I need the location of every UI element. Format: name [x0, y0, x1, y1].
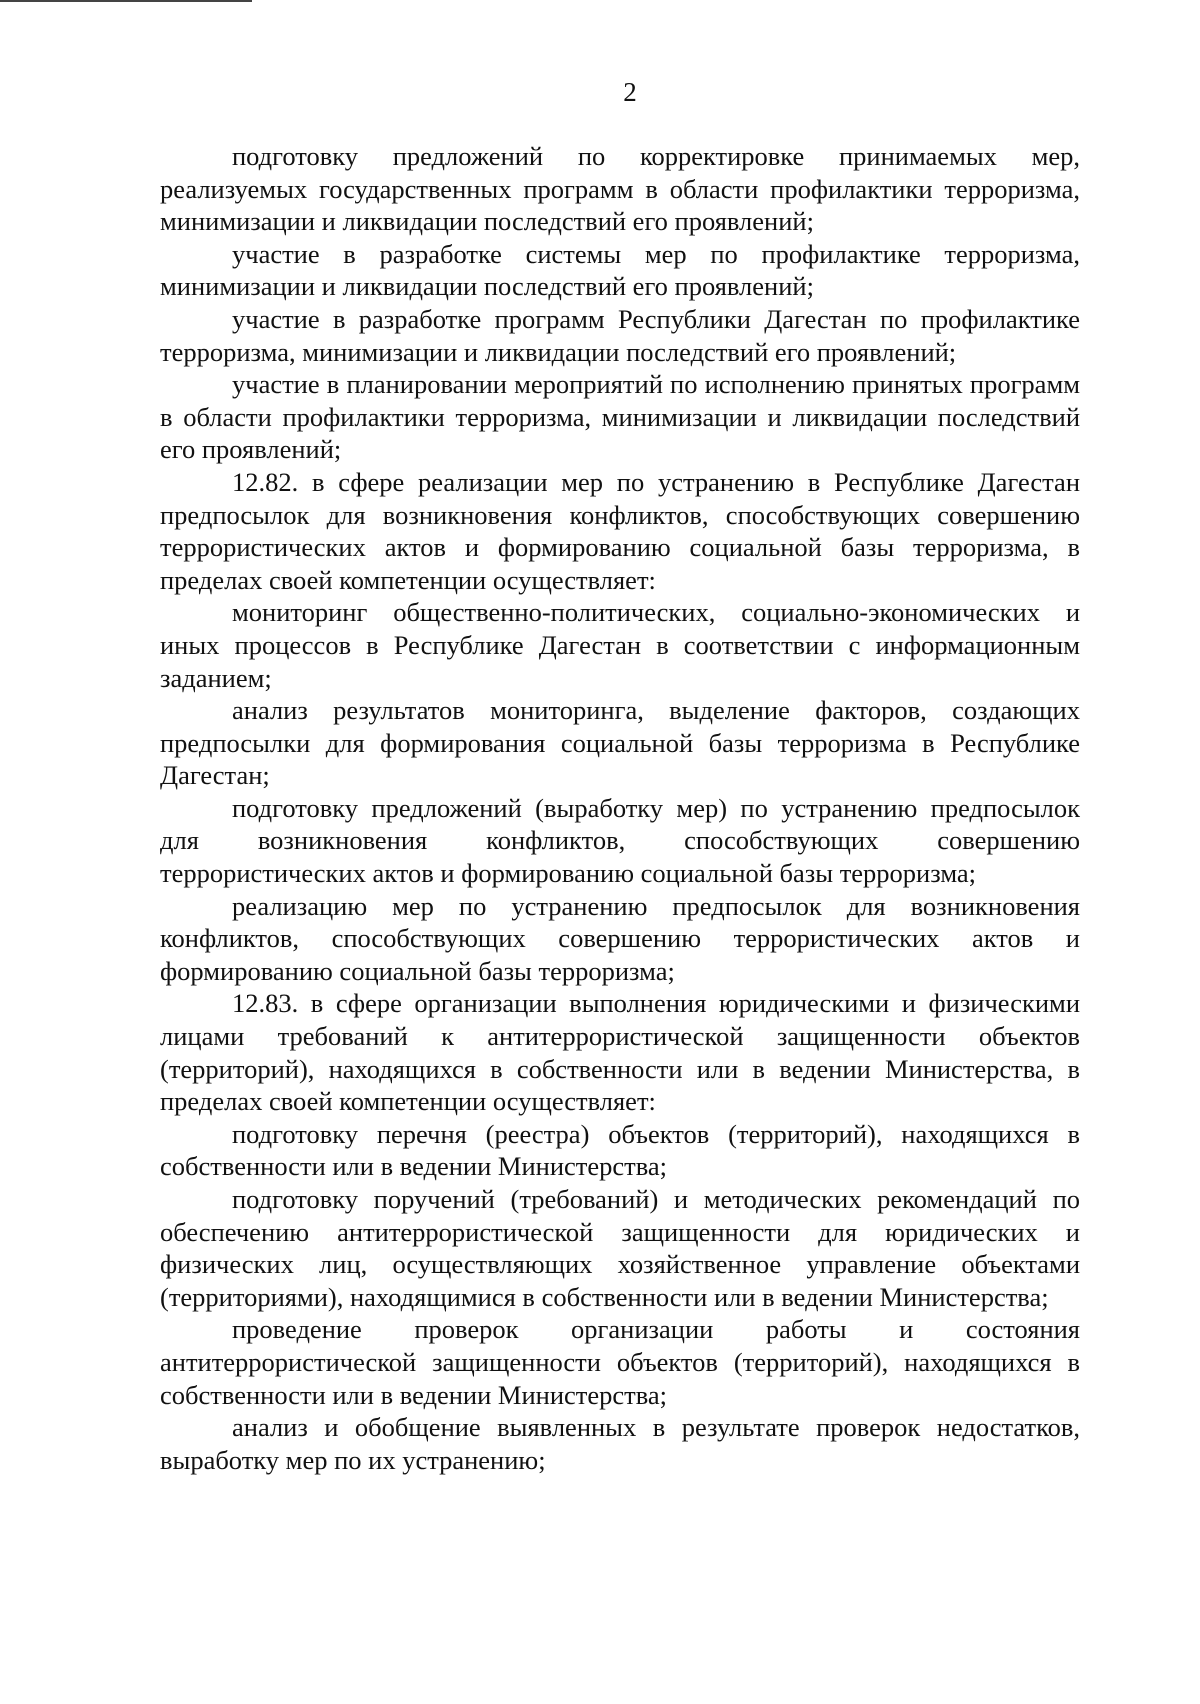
document-body: [160, 140, 1080, 1476]
paragraph: анализ и обобщение выявленных в результате проверок недостатков, выработку мер по их устранению;: [160, 1412, 1080, 1475]
clause-12-83: 12.83. в сфере организации выполнения юридическими и физическими лицами требований к антитеррористической защищенности объектов (территорий), находящихся в собственности или в ведении Министерства, в пределах своей компетенции осуществляет:: [160, 988, 1080, 1117]
paragraph: проведение проверок организации работы и состояния антитеррористической защищенности объектов (территорий), находящихся в собственности или в ведении Министерства;: [160, 1314, 1080, 1410]
paragraph: подготовку предложений (выработку мер) по устранению предпосылок для возникновения конфликтов, способствующих совершению террористических актов и формированию социальной базы терроризма;: [160, 792, 1080, 889]
paragraph: подготовку поручений (требований) и методических рекомендаций по обеспечению антитеррористической защищенности для юридических и физических лиц, осуществляющих хозяйственное управление объектами (территориями), находящимися в собственности или в ведении Министерства;: [160, 1184, 1080, 1312]
paragraph: участие в разработке системы мер по профилактике терроризма, минимизации и ликвидации последствий его проявлений;: [160, 238, 1080, 302]
paragraph: участие в разработке программ Республики Дагестан по профилактике терроризма, минимизации и ликвидации последствий его проявлений;: [160, 303, 1080, 367]
paragraph: реализацию мер по устранению предпосылок для возникновения конфликтов, способствующих совершению террористических актов и формированию социальной базы терроризма;: [160, 890, 1080, 986]
scan-edge-line: [0, 0, 252, 2]
paragraph: подготовку предложений по корректировке принимаемых мер, реализуемых государственных программ в области профилактики терроризма, минимизации и ликвидации последствий его проявлений;: [160, 141, 1080, 237]
paragraph: мониторинг общественно-политических, социально-экономических и иных процессов в Республике Дагестан в соответствии с информационным заданием;: [160, 597, 1080, 693]
paragraph: анализ результатов мониторинга, выделение факторов, создающих предпосылки для формирования социальной базы терроризма в Республике Дагестан;: [160, 695, 1080, 791]
paragraph: участие в планировании мероприятий по исполнению принятых программ в области профилактики терроризма, минимизации и ликвидации последствий его проявлений;: [160, 369, 1080, 465]
clause-12-82: 12.82. в сфере реализации мер по устранению в Республике Дагестан предпосылок для возникновения конфликтов, способствующих совершению террористических актов и формированию социальной базы терроризма, в пределах своей компетенции осуществляет:: [160, 466, 1080, 595]
page-number: 2: [623, 77, 637, 107]
paragraph: подготовку перечня (реестра) объектов (территорий), находящихся в собственности или в ведении Министерства;: [160, 1118, 1080, 1182]
